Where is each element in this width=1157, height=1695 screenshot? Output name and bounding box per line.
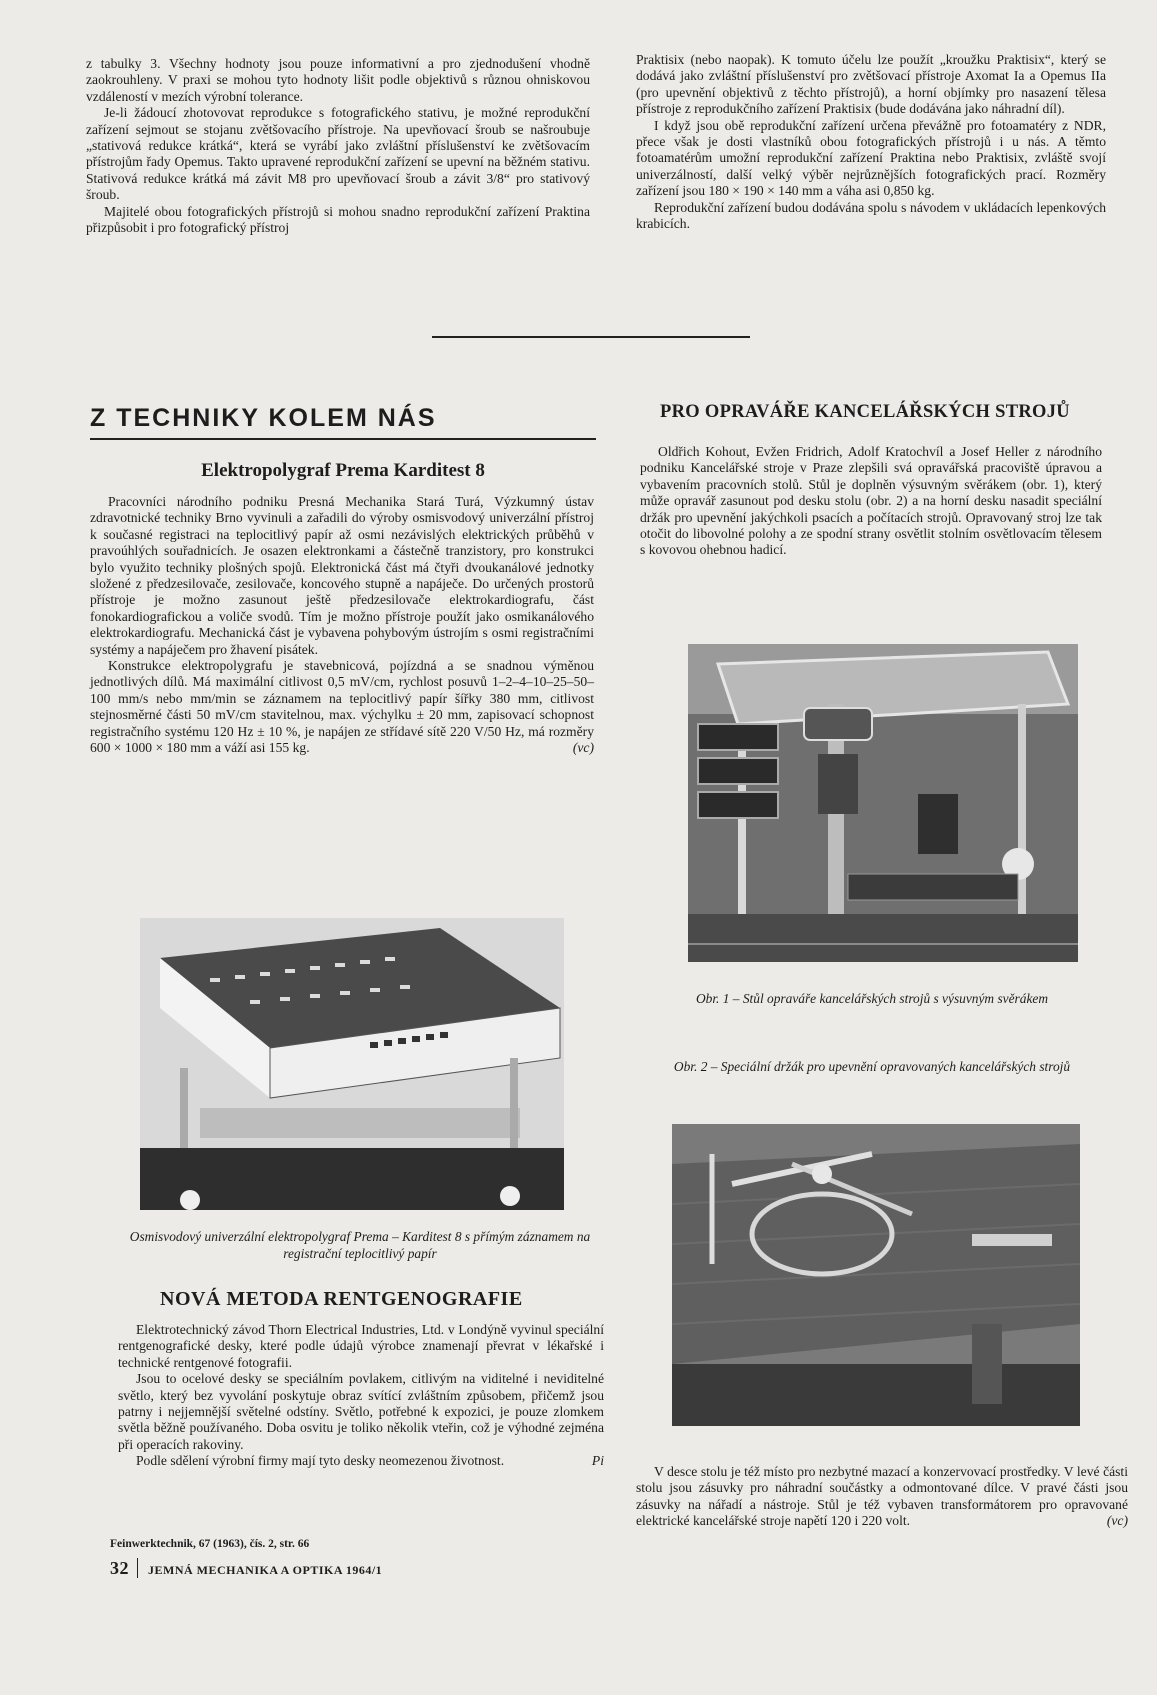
- photo-holder: [672, 1124, 1080, 1426]
- paragraph: Praktisix (nebo naopak). K tomuto účelu lze použít „kroužku Praktisix“, který se dodává jako zvláštní příslušenství pro zvětšovací přístroje Axomat Ia a Opemus IIa (pro upevnění objektivů z těchto přístrojů), a horní objímky pro nasazení tělesa přístroje z reprodukčního zařízení Praktisix (bude dodávána jako náhradní díl).: [636, 52, 1106, 117]
- journal-title: JEMNÁ MECHANIKA A OPTIKA 1964/1: [148, 1563, 383, 1577]
- paragraph: I když jsou obě reprodukční zařízení určena převážně pro fotoamatéry z NDR, přece však je dosti vlastníků obou fotografických přístrojů i u nás. A těmto fotoamatérům umožní reprodukční zařízení Praktina nebo Praktisix, zvláště svojí univerzálností, další velký výběr nejrůznějších fotografických prací. Rozměry zařízení jsou 180 × 190 × 140 mm a váha asi 0,850 kg.: [636, 117, 1106, 199]
- paragraph: Oldřich Kohout, Evžen Fridrich, Adolf Kratochvíl a Josef Heller z národního podniku Kancelářské stroje v Praze zlepšili svá opravářská pracoviště úpravou a vybavením pracovních stolů. Stůl je doplněn výsuvným svěrákem (obr. 1), který může opravář zasunout pod desku stolu (obr. 2) a na horní desku nasadit speciální držák pro upevnění jakýchkoli psacích a počítacích strojů. Opravovaný stroj lze tak otočit do libovolné polohy a ze spodní strany osvětlit stolním osvětlovacím tělesem s kovovou ohebnou hadicí.: [640, 444, 1102, 558]
- photo-karditest: [140, 918, 564, 1210]
- caption-fig-2: Obr. 2 – Speciální držák pro upevnění opravovaných kancelářských strojů: [673, 1059, 1071, 1074]
- photo-workbench: [688, 644, 1078, 962]
- paragraph: Elektrotechnický závod Thorn Electrical Industries, Ltd. v Londýně vyvinul speciální rentgenografické desky, které podle údajů výrobce znamenají převrat v lékařské i technické rentgenové fotografii.: [118, 1322, 604, 1370]
- article-continuation-opravare: [636, 1464, 1128, 1530]
- workbench-image: [688, 644, 1078, 962]
- paragraph: Majitelé obou fotografických přístrojů si mohou snadno reprodukční zařízení Praktina přizpůsobit i pro fotografický přístroj: [86, 203, 590, 236]
- page-number: 32: [110, 1558, 129, 1578]
- source-reference: Feinwerktechnik, 67 (1963), čís. 2, str. 66: [110, 1538, 310, 1550]
- paragraph: [636, 1464, 1128, 1530]
- article-body-opravare: [640, 444, 1102, 559]
- article-title-rentgen: NOVÁ METODA RENTGENOGRAFIE: [160, 1288, 523, 1310]
- paragraph-text: Podle sdělení výrobní firmy mají tyto desky neomezenou životnost.: [136, 1453, 505, 1469]
- article-title-karditest: Elektropolygraf Prema Karditest 8: [201, 460, 485, 481]
- paragraph: [90, 658, 594, 756]
- section-divider: [432, 336, 750, 338]
- signature: (vc): [1106, 1513, 1128, 1529]
- paragraph-text: Konstrukce elektropolygrafu je stavebnicová, pojízdná a se snadnou výměnou jednotlivých dílů. Má maximální citlivost 0,5 mV/cm, rychlost posuvů 1–2–4–10–25–50–100 mm/s nebo mm/min se záznamem na teplocitlivý papír šířky 380 mm, citlivost stejnosměrné části 50 mV/cm stavitelnou, max. výchylku ± 20 mm, zapisovací schopnost registračního systému 120 Hz ± 10 %, je napájen ze střídavé sítě 220 V/50 Hz, má rozměry 600 × 1000 × 180 mm a váží asi 155 kg.: [90, 658, 594, 756]
- page-footer: [110, 1558, 382, 1579]
- paragraph: z tabulky 3. Všechny hodnoty jsou pouze informativní a pro zjednodušení vhodně zaokrouhleny. V praxi se mohou tyto hodnoty lišit podle objektivů s různou ohniskovou vzdáleností v mezích výrobní tolerance.: [86, 56, 590, 104]
- caption-fig-1: Obr. 1 – Stůl opraváře kancelářských strojů s výsuvným svěrákem: [695, 991, 1049, 1006]
- paragraph: Jsou to ocelové desky se speciálním povlakem, citlivým na viditelné i neviditelné světlo, který bez vyvolání poskytuje obraz svítící zvláštním způsobem, přičemž jsou patrny i nejjemnější světelné odstíny. Světlo, potřebné k expozici, je pouze zlomkem světla běžně používaného. Doba osvitu je toliko několik vteřin, což je výhodné zejména při operacích rakoviny.: [118, 1371, 604, 1452]
- footer-divider: [137, 1558, 138, 1578]
- section-title: Z TECHNIKY KOLEM NÁS: [90, 404, 596, 440]
- article-title-opravare: PRO OPRAVÁŘE KANCELÁŘSKÝCH STROJŮ: [660, 402, 1070, 422]
- paragraph: Je-li žádoucí zhotovovat reprodukce s fotografického stativu, je možné reprodukční zařízení sejmout se stojanu zvětšovacího přístroje. Na upevňovací šroub se našroubuje „stativová redukce krátká“, která se vyrábí jako zvláštní příslušenství ke zvětšovacím přístrojům řady Opemus. Takto upravené reprodukční zařízení se upevní na běžném stativu. Stativová redukce krátká má závit M8 pro upevňovací šroub a závit 3/8“ pro stativový šroub.: [86, 105, 590, 203]
- article-body-karditest: [90, 494, 594, 757]
- paragraph: Reprodukční zařízení budou dodávána spolu s návodem v ukládacích lepenkových krabicích.: [636, 199, 1106, 232]
- article-body-rentgen: [118, 1322, 604, 1470]
- paragraph-text: V desce stolu je též místo pro nezbytné mazací a konzervovací prostředky. V levé části stolu jsou zásuvky pro náhradní součástky a odmontované dílce. V pravé části jsou zásuvky na nářadí a nástroje. Stůl je též vybaven transformátorem pro opravované elektrické kancelářské stroje napětí 120 i 220 volt.: [636, 1464, 1128, 1529]
- signature: (vc): [572, 740, 594, 756]
- top-right-column: [636, 52, 1106, 232]
- paragraph: [118, 1453, 604, 1469]
- top-left-column: [86, 56, 590, 236]
- caption-karditest: Osmisvodový univerzální elektropolygraf Prema – Karditest 8 s přímým záznamem na registrační teplocitlivý papír: [129, 1229, 591, 1261]
- holder-image: [672, 1124, 1080, 1426]
- paragraph: Pracovníci národního podniku Presná Mechanika Stará Turá, Výzkumný ústav zdravotnické techniky Brno vyvinuli a zařadili do výroby osmisvodový univerzální přístroj k současné registraci na teplocitlivý papír až osmi nezávislých elektrických průběhů v pravoúhlých souřadnicích. Je osazen elektronkami a částečně tranzistory, pro konstrukci bylo využito techniky plošných spojů. Elektronická část má čtyři dvoukanálové jednotky složené z předzesilovače, zesilovače, koncového stupně a napáječe. Do určených prostorů přístroje je možno zasunout ještě předzesilovače elektrokardiografu, část fonokardiografickou a voliče svodů. Tím je možno přístroje použít jako osmikanálového elektrokardiografu. Mechanická část je vybavena pohybovým ústrojím s osmi registračními systémy a napáječem pro žhavení pisátek.: [90, 494, 594, 657]
- karditest-image: [140, 918, 564, 1210]
- signature: Pi: [591, 1453, 604, 1469]
